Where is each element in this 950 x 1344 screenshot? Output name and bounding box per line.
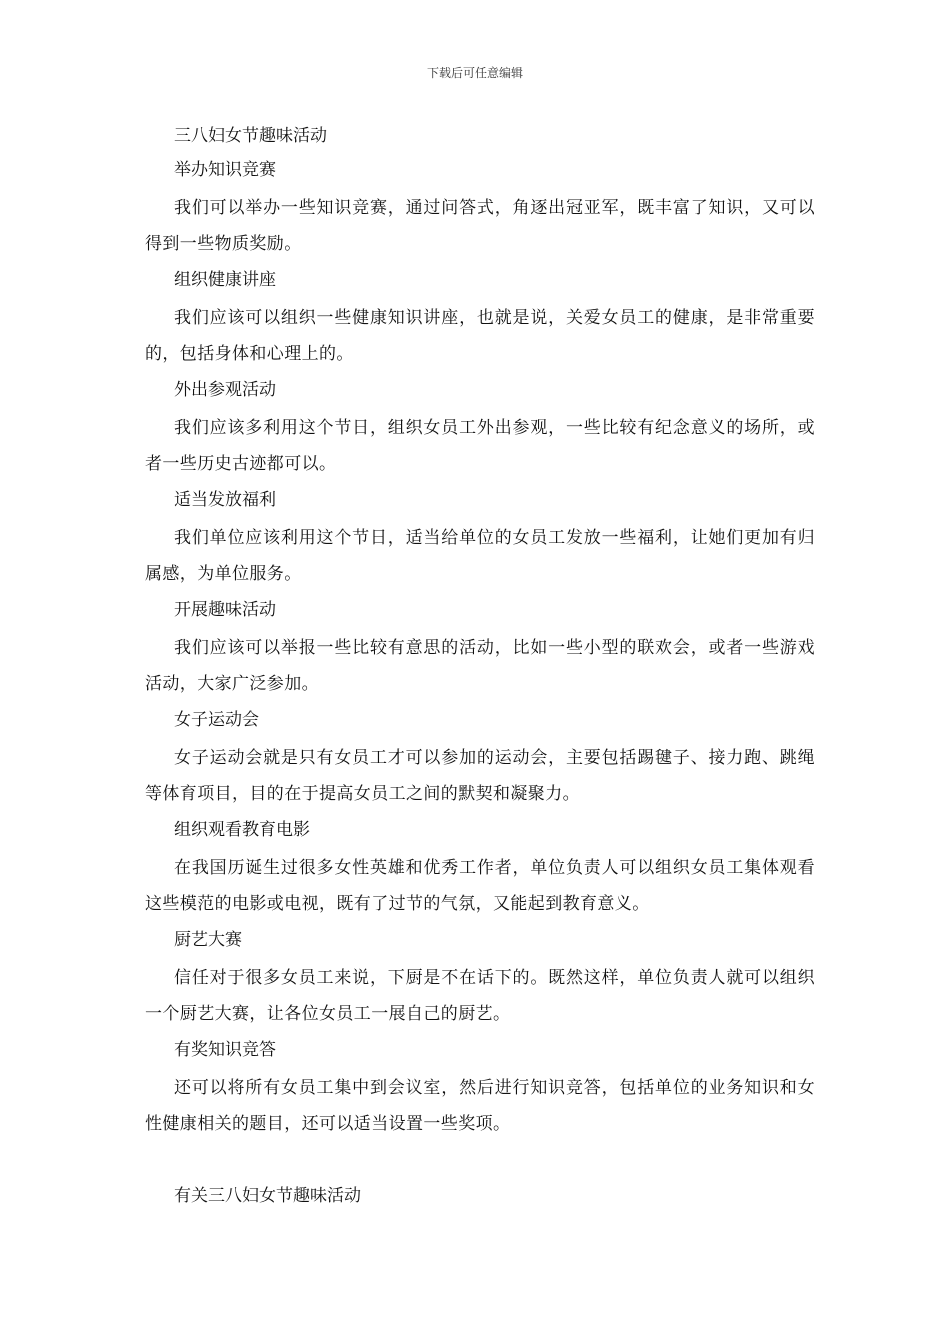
section-paragraph: 在我国历诞生过很多女性英雄和优秀工作者，单位负责人可以组织女员工集体观看这些模范的电影或电视，既有了过节的气氛，又能起到教育意义。: [145, 858, 815, 914]
document-content: [145, 122, 815, 1210]
section-heading: 组织观看教育电影: [174, 820, 310, 840]
section-paragraph: 还可以将所有女员工集中到会议室，然后进行知识竞答，包括单位的业务知识和女性健康相关的题目，还可以适当设置一些奖项。: [145, 1078, 815, 1134]
page-header: 下载后可任意编辑: [426, 66, 523, 80]
section-heading: 厨艺大赛: [174, 930, 242, 950]
section-paragraph: 我们应该多利用这个节日，组织女员工外出参观，一些比较有纪念意义的场所，或者一些历史古迹都可以。: [145, 418, 815, 474]
section-heading: 组织健康讲座: [174, 270, 276, 290]
section-heading: 女子运动会: [174, 710, 259, 730]
section-paragraph: 信任对于很多女员工来说，下厨是不在话下的。既然这样，单位负责人就可以组织一个厨艺大赛，让各位女员工一展自己的厨艺。: [145, 968, 815, 1024]
section-heading: 有奖知识竞答: [174, 1040, 276, 1060]
section-heading: 举办知识竞赛: [174, 160, 276, 180]
section-paragraph: 我们可以举办一些知识竞赛，通过问答式，角逐出冠亚军，既丰富了知识，又可以得到一些物质奖励。: [145, 198, 815, 254]
section-paragraph: 我们应该可以举报一些比较有意思的活动，比如一些小型的联欢会，或者一些游戏活动，大家广泛参加。: [145, 638, 815, 694]
section-heading: 适当发放福利: [174, 490, 276, 510]
document-title: 三八妇女节趣味活动: [174, 126, 327, 146]
section-heading: 外出参观活动: [174, 380, 276, 400]
section-paragraph: 我们单位应该利用这个节日，适当给单位的女员工发放一些福利，让她们更加有归属感，为单位服务。: [145, 528, 815, 584]
section-paragraph: 女子运动会就是只有女员工才可以参加的运动会，主要包括踢毽子、接力跑、跳绳等体育项目，目的在于提高女员工之间的默契和凝聚力。: [145, 748, 815, 804]
related-title: 有关三八妇女节趣味活动: [174, 1186, 361, 1206]
section-paragraph: 我们应该可以组织一些健康知识讲座，也就是说，关爱女员工的健康，是非常重要的，包括身体和心理上的。: [145, 308, 815, 364]
section-heading: 开展趣味活动: [174, 600, 276, 620]
